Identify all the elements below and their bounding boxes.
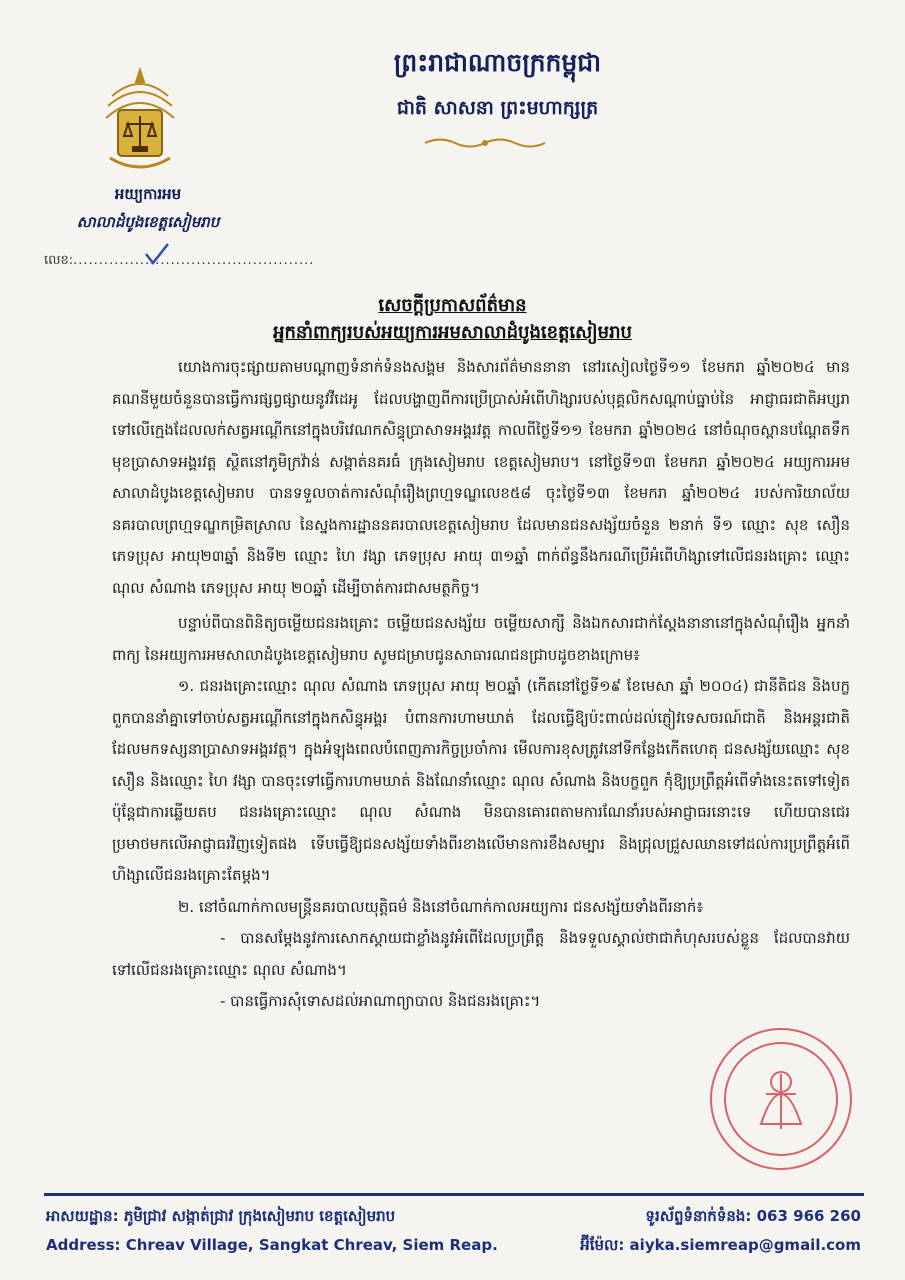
footer-divider	[44, 1193, 864, 1196]
footer-phone: ទូរស័ព្ទទំនាក់ទំនង: 063 966 260	[645, 1207, 861, 1225]
official-seal-icon	[706, 1024, 856, 1174]
org-name-line1: អយ្យការអម	[114, 185, 182, 203]
paragraph-2: បន្ទាប់ពីបានពិនិត្យចម្លើយជនរងគ្រោះ ចម្លើយជនសង្ស័យ ចម្លើយសាក្សី និងឯកសារជាក់ស្ដែងនានានៅក្នុងសំណុំរឿង អ្នកនាំពាក្យ នៃអយ្យការអមសាលាដំបូងខេត្តសៀមរាប សូមជម្រាបជូនសាធារណជនជ្រាបដូចខាងក្រោម៖	[112, 614, 850, 664]
list-item-2: ២. នៅចំណាក់កាលមន្ត្រីនគរបាលយុត្តិធម៌ និងនៅចំណាក់កាលអយ្យការ ជនសង្ស័យទាំងពីរនាក់៖	[178, 897, 704, 916]
document-body	[112, 352, 850, 1018]
footer-address-khmer: អាសយដ្ឋាន: ភូមិជ្រាវ សង្កាត់ជ្រាវ ក្រុងសៀមរាប ខេត្តសៀមរាប	[46, 1207, 396, 1225]
sub-item-2: - បានធ្វើការសុំទោសដល់អាណាព្យាបាល និងជនរងគ្រោះ។	[220, 992, 541, 1010]
document-title: សេចក្ដីប្រកាសព័ត៌មាន	[378, 295, 527, 316]
footer-email: អ៊ីម៉ែល: aiyka.siemreap@gmail.com	[580, 1236, 861, 1254]
ornament-divider-icon	[420, 136, 550, 150]
checkmark-icon	[144, 242, 170, 266]
list-item-1: ១. ជនរងគ្រោះឈ្មោះ ណុល សំណាង ភេទប្រុស អាយុ ២០ឆ្នាំ (កើតនៅថ្ងៃទី១៩ ខែមេសា ឆ្នាំ ២០០៤) ជានីតិជន និងបក្ខពួកបាននាំគ្នាទៅចាប់សត្វអណ្ដើកនៅក្នុងកសិន្ធុអង្គរ បំពានការហាមឃាត់ ដែលធ្វើឱ្យប៉ះពាល់ដល់ភ្ញៀវទេសចរណ៍ជាតិ និងអន្តរជាតិដែលមកទស្សនាប្រាសាទអង្គរវត្ត។ ក្នុងអំឡុងពេលបំពេញភារកិច្ចប្រចាំការ មើលការខុសត្រូវនៅទីកន្លែងកើតហេតុ ជនសង្ស័យឈ្មោះ សុខ សឿន និងឈ្មោះ ហៃ វង្សា បានចុះទៅធ្វើការហាមឃាត់ និងណែនាំឈ្មោះ ណុល សំណាង និងបក្ខពួក កុំឱ្យប្រព្រឹត្តអំពើទាំងនេះតទៅទៀត ប៉ុន្តែជាការឆ្លើយតប ជនរងគ្រោះឈ្មោះ ណុល សំណាង មិនបានគោរពតាមការណែនាំរបស់អាជ្ញាធរនោះទេ ហើយបានជេរប្រមាថមកលើអាជ្ញាធរវិញទៀតផង ទើបធ្វើឱ្យជនសង្ស័យទាំងពីរខាងលើមានការខឹងសម្បារ និងជ្រុលជ្រួសឈានទៅដល់ការប្រព្រឹត្តអំពើហិង្សាលើជនរងគ្រោះតែម្ដង។	[112, 677, 850, 884]
paragraph-1: យោងការចុះផ្សាយតាមបណ្ដាញទំនាក់ទំនងសង្គម និងសារព័ត៌មាននានា នៅរសៀលថ្ងៃទី១១ ខែមករា ឆ្នាំ២០២៤ មានគណនីមួយចំនួនបានធ្វើការផ្សព្វផ្សាយនូវវីដេអូ ដែលបង្ហាញពីការប្រើប្រាស់អំពើហិង្សារបស់បុគ្គលិកសណ្ដាប់ធ្នាប់នៃ អាជ្ញាធរជាតិអប្សរា ទៅលើក្មេងដែលលក់សត្វអណ្ដើកនៅក្នុងបរិវេណកសិន្ធុប្រាសាទអង្គរវត្ត កាលពីថ្ងៃទី១១ ខែមករា ឆ្នាំ២០២៤ នៅចំណុចស្ពានបណ្ដែតទឹក មុខប្រាសាទអង្គរវត្ត ស្ថិតនៅភូមិក្រវ៉ាន់ សង្កាត់នគរធំ ក្រុងសៀមរាប ខេត្តសៀមរាប។ នៅថ្ងៃទី១៣ ខែមករា ឆ្នាំ២០២៤ អយ្យការអមសាលាដំបូងខេត្តសៀមរាប បានទទួលចាត់ការសំណុំរឿងព្រហ្មទណ្ឌលេខ៥៨ ចុះថ្ងៃទី១៣ ខែមករា ឆ្នាំ២០២៤ របស់ការិយាល័យនគរបាលព្រហ្មទណ្ឌកម្រិតស្រាល នៃស្នងការដ្ឋាននគរបាលខេត្តសៀមរាប ដែលមានជនសង្ស័យចំនួន ២នាក់ ទី១ ឈ្មោះ សុខ សឿន ភេទប្រុស អាយុ២៣ឆ្នាំ និងទី២ ឈ្មោះ ហៃ វង្សា ភេទប្រុស អាយុ ៣១ឆ្នាំ ពាក់ព័ន្ធនឹងករណីប្រើអំពើហិង្សាទៅលើជនរងគ្រោះ ឈ្មោះ ណុល សំណាង ភេទប្រុស អាយុ ២០ឆ្នាំ ដើម្បីចាត់ការជាសមត្ថកិច្ច។	[112, 358, 850, 597]
org-name-line2: សាលាដំបូងខេត្តសៀមរាប	[76, 213, 220, 231]
national-motto: ជាតិ សាសនា ព្រះមហាក្សត្រ	[396, 97, 599, 119]
reference-label: លេខ:	[44, 253, 74, 268]
kingdom-heading: ព្រះរាជាណាចក្រកម្ពុជា	[393, 48, 602, 77]
reference-number	[44, 252, 314, 271]
footer-address-english: Address: Chreav Village, Sangkat Chreav, Siem Reap.	[46, 1236, 498, 1254]
document-subtitle: អ្នកនាំពាក្យរបស់អយ្យការអមសាលាដំបូងខេត្តសៀមរាប	[273, 322, 632, 343]
sub-item-1: - បានសម្ដែងនូវការសោកស្ដាយជាខ្លាំងនូវអំពើដែលប្រព្រឹត្ត និងទទួលស្គាល់ថាជាកំហុសរបស់ខ្លួន ដែលបានវាយទៅលើជនរងគ្រោះឈ្មោះ ណុល សំណាង។	[112, 929, 850, 979]
reference-dots: ...............................................	[73, 253, 315, 268]
